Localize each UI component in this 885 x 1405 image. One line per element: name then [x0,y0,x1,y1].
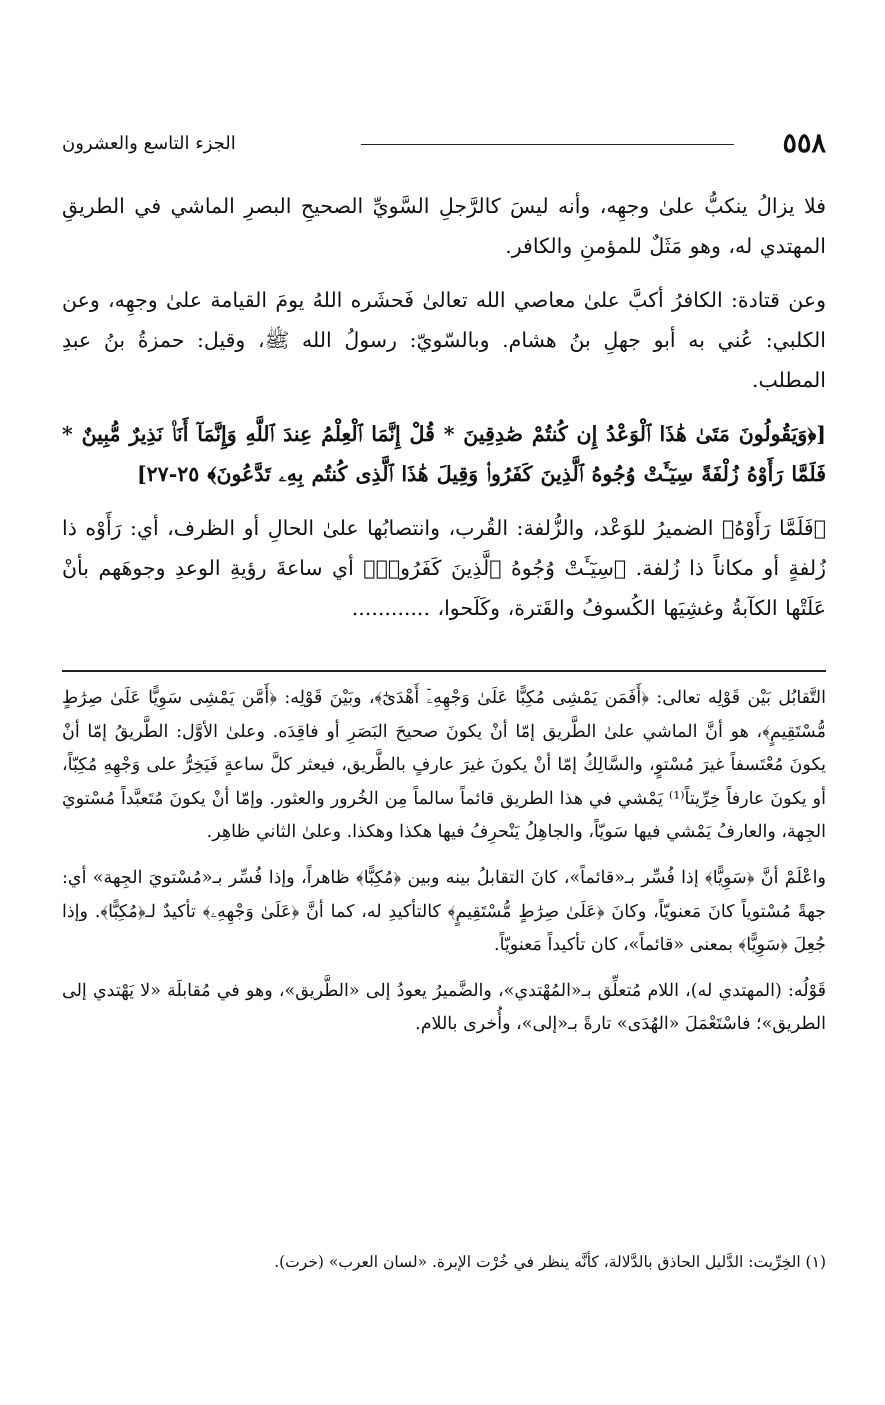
commentary-paragraph: واعْلَمْ أنَّ ﴿سَوِيًّا﴾ إذا فُسِّر بـ«قائماً»، كانَ التقابلُ بينه وبين ﴿مُكِبًّا﴾ ظاهراً، وإذا فُسِّر بـ«مُسْتويَ الجِهة» أي: جهةً مُسْتوياً كانَ مَعنويّاً، وكانَ ﴿عَلَىٰ صِرَٰطٍ مُّسْتَقِيمٍ﴾ كالتأكيدِ له، كما أنَّ ﴿عَلَىٰ وَجْهِهِۦ﴾ تأكيدٌ لـ﴿مُكِبًّا﴾. وإذا جُعِلَ ﴿سَوِيًّا﴾ بمعنى «قائماً»، كان تأكيداً مَعنويّاً. [62,867,826,956]
commentary-paragraph: التَّقابُل بَيْن قَوْلِه تعالى: ﴿أَفَمَن يَمْشِى مُكِبًّا عَلَىٰ وَجْهِهِۦٓ أَهْدَىٰٓ﴾، وبَيْنَ قَوْلِه: ﴿أَمَّن يَمْشِى سَوِيًّا عَلَىٰ صِرَٰطٍ مُّسْتَقِيمٍ﴾، هو أنَّ الماشي علىٰ الطَّريق إمّا أنْ يكونَ صحيحَ البَصَرِ أو فاقِدَه. وعلىٰ الأوَّل: الطَّريقُ إمّا أنْ يكونَ مُعْتَسفاً غيرَ مُسْتوٍ، والسَّالِكُ إمّا أنْ يكونَ غيرَ عارفٍ بالطَّريق، فيعثر كلَّ ساعةٍ فَيَخِرُّ على وَجْهِهِ مُكِبّاً، أو يكونَ عارفاً خِرِّيتاً⁽¹⁾ يَمْشي في هذا الطريق قائماً سالماً مِن الخُرور والعثور. وإمّا أنْ يكونَ مُتَعبَّداً مُسْتويَ الجِهة، والعارفُ يَمْشي فيها سَويّاً، والجاهِلُ يَنْحرِفُ فيها هكذا وهكذا. وعلىٰ الثاني ظاهِر. [62,688,826,843]
running-title: الجزء التاسع والعشرون [62,133,236,154]
main-paragraph: ﴿فَلَمَّا رَأَوْهُ﴾ الضميرُ للوَعْد، والزُّلفة: القُرب، وانتصابُها علىٰ الحالِ أو الظرف، أي: رَأَوْه ذا زُلفةٍ أو مكاناً ذا زُلفة. ﴿سِيٓـَٔتْ وُجُوهُ ٱلَّذِينَ كَفَرُوا۟﴾ أي ساعةَ رؤيةِ الوعدِ وجوهَهم بأنْ عَلَتْها الكآبةُ وغشِيَها الكُسوفُ والقَترة، وكَلَحوا، ............ [62,516,826,620]
header-rule [361,144,734,145]
page-header [62,128,826,168]
commentary-section [62,682,826,1042]
commentary-divider [62,670,826,672]
page-number: ٥٥٨ [782,128,826,159]
main-paragraph: وعن قتادة: الكافرُ أكبَّ علىٰ معاصي الله تعالىٰ فَحشَره اللهُ يومَ القيامة علىٰ وجهِه، وعن الكلبي: عُني به أبو جهلِ بنُ هشام. وبالسّويّ: رسولُ الله ﷺ، وقيل: حمزةُ بنُ عبدِ المطلب. [62,288,826,392]
quran-verse-block: [﴿وَيَقُولُونَ مَتَىٰ هَٰذَا ٱلْوَعْدُ إِن كُنتُمْ صَٰدِقِينَ * قُلْ إِنَّمَا ٱلْعِلْمُ عِندَ ٱللَّهِ وَإِنَّمَآ أَنَا۠ نَذِيرٌ مُّبِينٌ * فَلَمَّا رَأَوْهُ زُلْفَةً سِيٓـَٔتْ وُجُوهُ ٱلَّذِينَ كَفَرُوا۟ وَقِيلَ هَٰذَا ٱلَّذِى كُنتُم بِهِۦ تَدَّعُونَ﴾ ٢٥-٢٧] [62,422,826,486]
footnote: (١) الخِرِّيت: الدَّليل الحاذق بالدَّلالة، كأنَّه ينظر في خُرْت الإبرة. «لسان العرب» (خرت). [274,1253,826,1271]
main-text [62,186,826,628]
main-paragraph: فلا يزالُ ينكبُّ علىٰ وجهِه، وأنه ليسَ كالرَّجلِ السَّويِّ الصحيحِ البصرِ الماشي في الطريقِ المهتدي له، وهو مَثَلٌ للمؤمنِ والكافر. [62,194,826,258]
commentary-paragraph: قَوْلُه: (المهتدي له)، اللام مُتعلِّق بـ«المُهْتدي»، والضَّميرُ يعودُ إلى «الطَّريق»، وهو في مُقابلَة «لا يَهْتدي إلى الطريق»؛ فاسْتَعْمَلَ «الهُدَى» تارةً بـ«إلى»، وأُخرى باللام. [62,980,826,1035]
